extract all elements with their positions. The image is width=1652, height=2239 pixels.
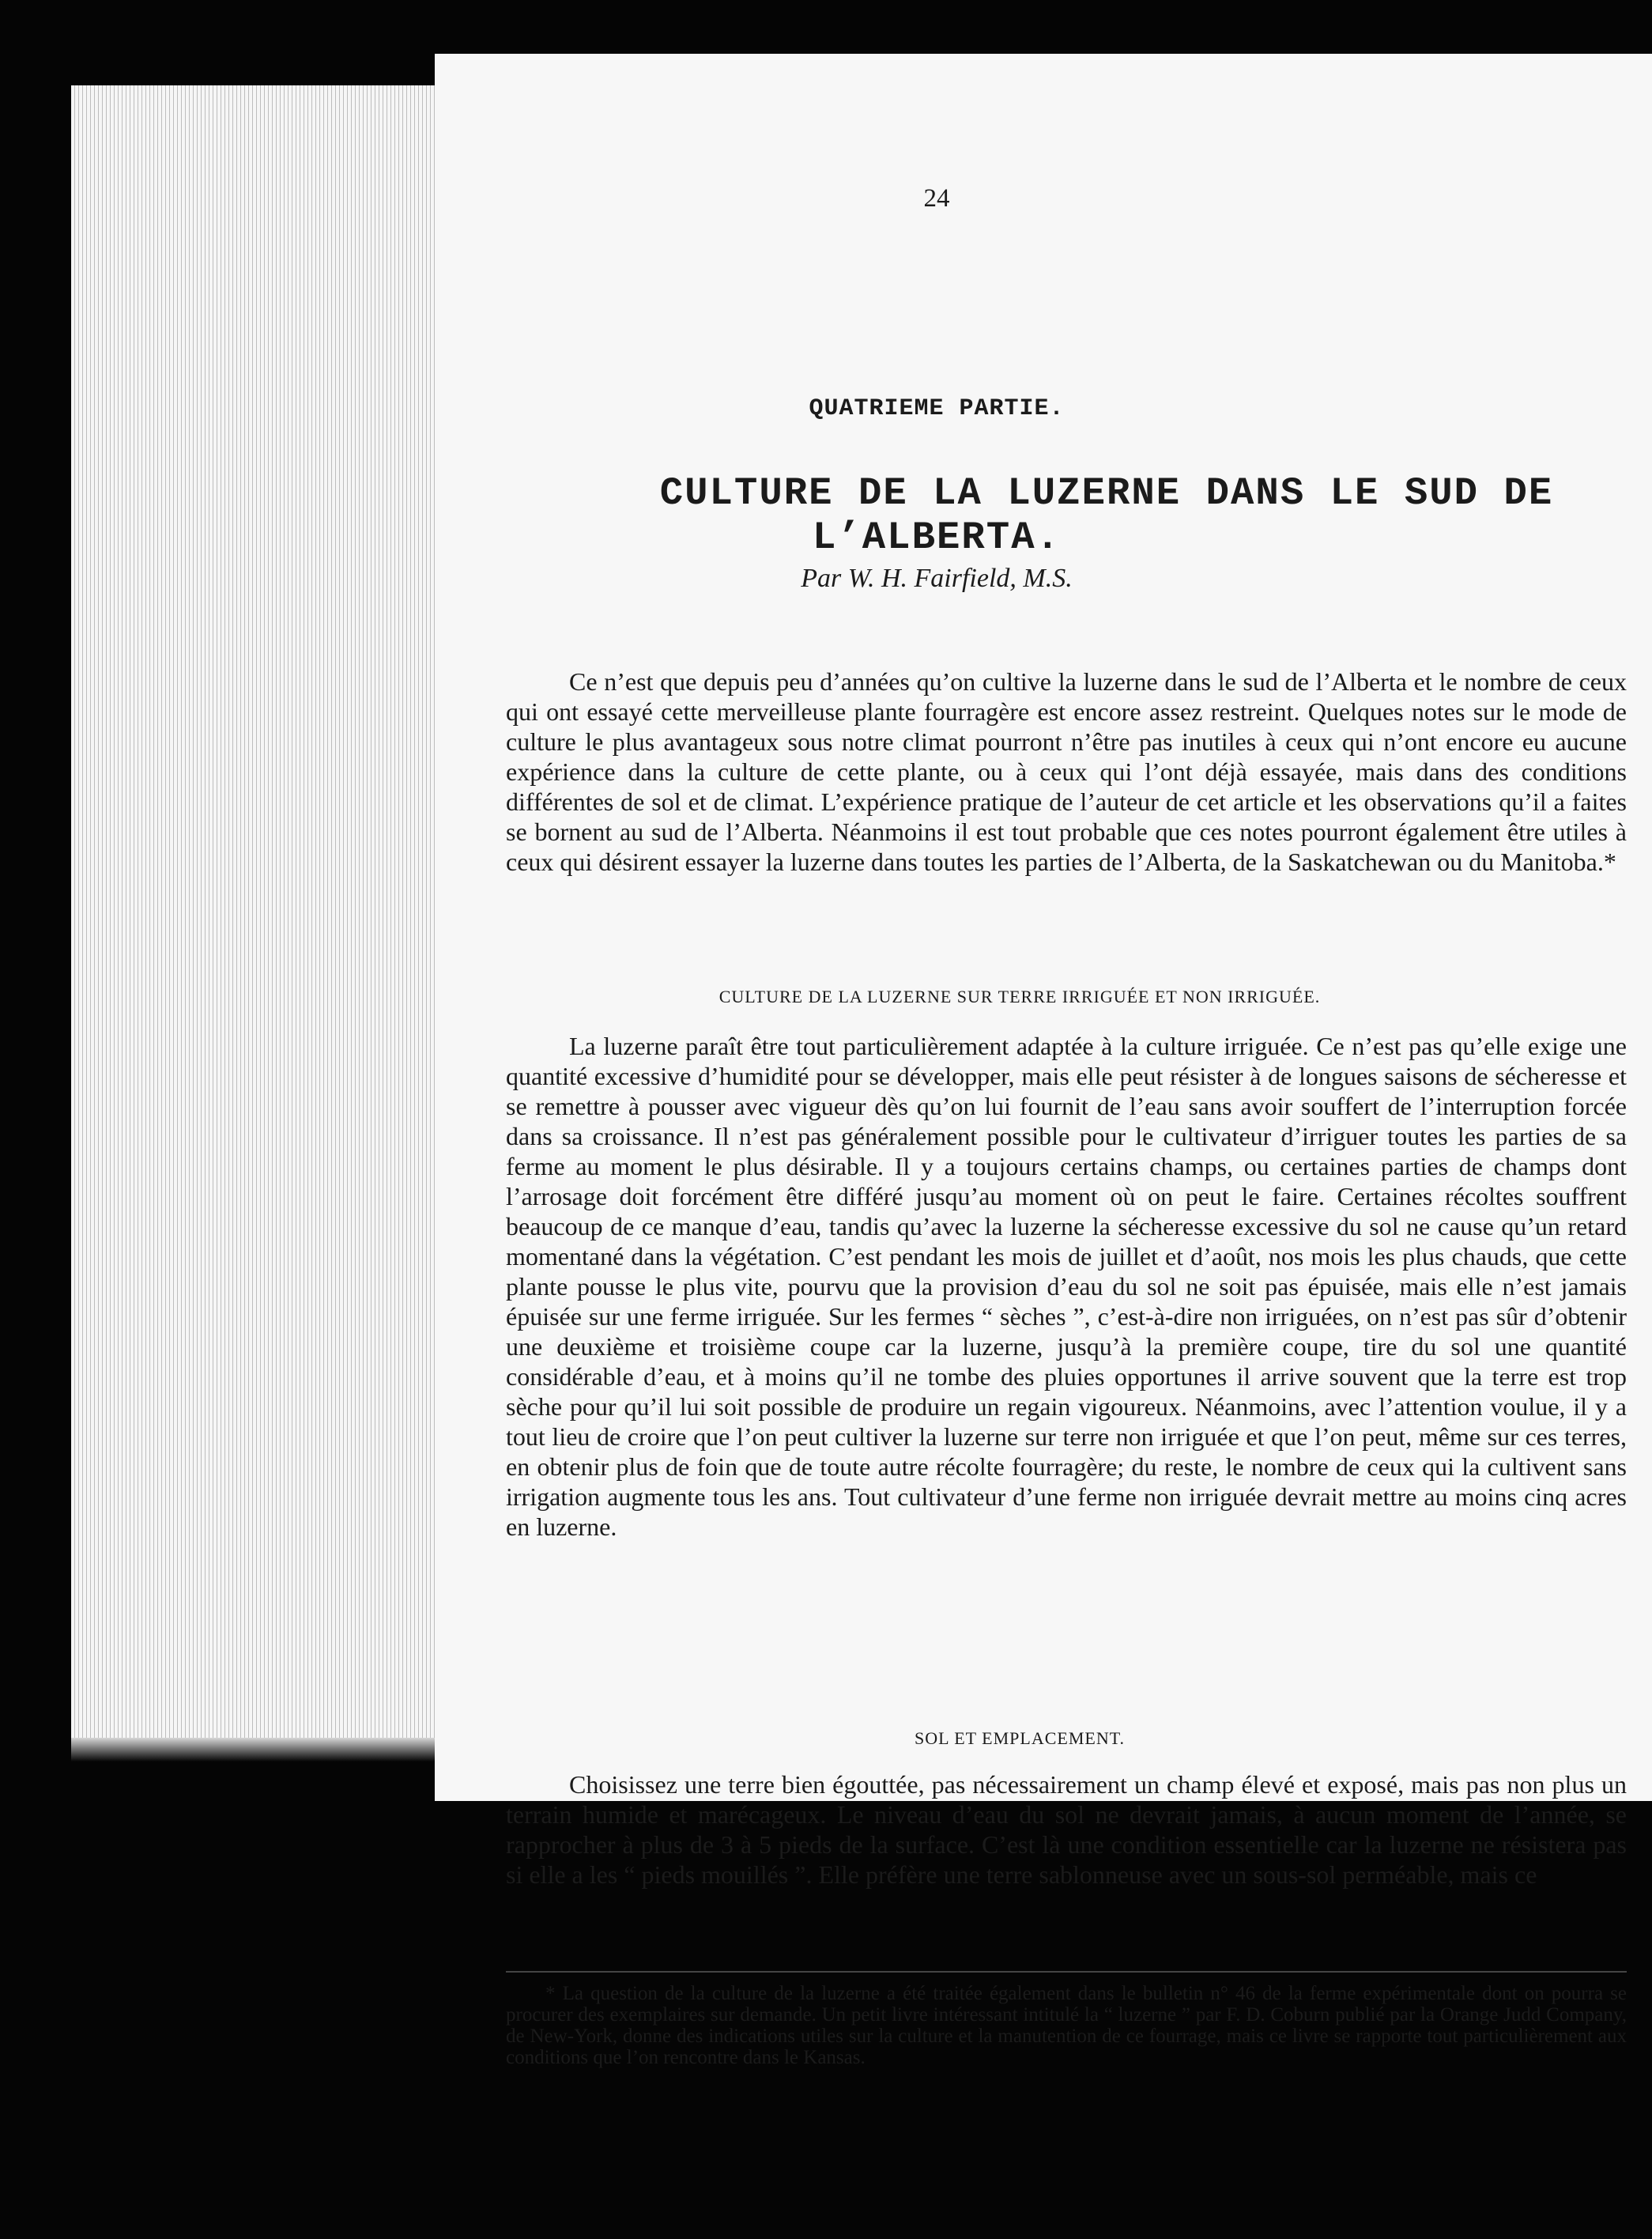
article-title-line-1: CULTURE DE LA LUZERNE DANS LE SUD DE [659, 471, 1554, 515]
article-title-line-2: L’ALBERTA. [812, 515, 1062, 560]
soil-paragraph: Choisissez une terre bien égouttée, pas nécessairement un champ élevé et exposé, mais pas non plus un terrain humide et marécageux. Le niveau d’eau du sol ne devrait jamais, à aucun moment de l’année, se rapprocher à plus de 3 à 5 pieds de la surface. C’est là une condition essentielle car la luzerne ne résistera pas si elle a les “ pieds mouillés ”. Elle préfère une terre sablonneuse avec un sous-sol perméable, mais ce [506, 1770, 1627, 1889]
footnote: * La question de la culture de la luzerne a été traitée également dans le bulletin n° 46 de la ferme expérimentale dont on pourra se procurer des exemplaires sur demande. Un petit livre intéressant intitulé la “ luzerne ” par F. D. Coburn publié par la Orange Judd Company, de New-York, donne des indications utiles sur la culture et la manutention de ce fourrage, mais ce livre se rapporte tout particulièrement aux conditions que l’on rencontre dans le Kansas. [506, 1983, 1627, 2068]
part-heading: QUATRIEME PARTIE. [809, 395, 1065, 422]
author-byline: Par W. H. Fairfield, M.S. [801, 564, 1073, 593]
section-heading-soil: SOL ET EMPLACEMENT. [914, 1728, 1126, 1748]
section-heading-irrigation: CULTURE DE LA LUZERNE SUR TERRE IRRIGUÉE ET NON IRRIGUÉE. [719, 987, 1321, 1006]
footnote-divider [506, 1971, 1627, 1973]
stacked-page-edges [71, 85, 443, 1738]
irrigation-paragraph: La luzerne paraît être tout particulièrement adaptée à la culture irriguée. Ce n’est pas qu’elle exige une quantité excessive d’humidité pour se développer, mais elle peut résister à de longues saisons de sécheresse et se remettre à pousser avec vigueur dès qu’on lui fournit de l’eau sans avoir souffert de l’interruption forcée dans sa croissance. Il n’est pas généralement possible pour le cultivateur d’irriguer toutes les parties de sa ferme au moment le plus désirable. Il y a toujours certains champs, ou certaines parties de champs dont l’arrosage doit forcément être différé jusqu’au moment où on peut le faire. Certaines récoltes souffrent beaucoup de ce manque d’eau, tandis qu’avec la luzerne la sécheresse excessive du sol ne cause qu’un retard momentané dans la végétation. C’est pendant les mois de juillet et d’août, nos mois les plus chauds, que cette plante pousse le plus vite, pourvu que la provision d’eau du sol ne soit pas épuisée, mais elle n’est jamais épuisée sur une ferme irriguée. Sur les fermes “ sèches ”, c’est-à-dire non irriguées, on n’est pas sûr d’obtenir une deuxième et troisième coupe car la luzerne, jusqu’à la première coupe, tire du sol une quantité considérable d’eau, et à moins qu’il ne tombe des pluies opportunes il arrive souvent que la terre est trop sèche pour qu’il lui soit possible de produire un regain vigoureux. Néanmoins, avec l’attention voulue, il y a tout lieu de croire que l’on peut cultiver la luzerne sur terre non irriguée et que l’on peut, même sur ces terres, en obtenir plus de foin que de toute autre récolte fourragère; du reste, le nombre de ceux qui la cultivent sans irrigation augmente tous les ans. Tout cultivateur d’une ferme non irriguée devrait mettre au moins cinq acres en luzerne. [506, 1032, 1627, 1541]
document-page [435, 54, 1652, 2068]
page-number: 24 [923, 184, 950, 213]
intro-paragraph: Ce n’est que depuis peu d’années qu’on cultive la luzerne dans le sud de l’Alberta et le nombre de ceux qui ont essayé cette merveilleuse plante fourragère est encore assez restreint. Quelques notes sur le mode de culture le plus avantageux sous notre climat pourront n’être pas inutiles à ceux qui n’ont encore eu aucune expérience dans la culture de cette plante, ou à ceux qui l’ont déjà essayée, mais dans des conditions différentes de sol et de climat. L’expérience pratique de l’auteur de cet article et les observations qu’il a faites se bornent au sud de l’Alberta. Néanmoins il est tout probable que ces notes pourront également être utiles à ceux qui désirent essayer la luzerne dans toutes les parties de l’Alberta, de la Saskatchewan ou du Manitoba.* [506, 667, 1627, 876]
